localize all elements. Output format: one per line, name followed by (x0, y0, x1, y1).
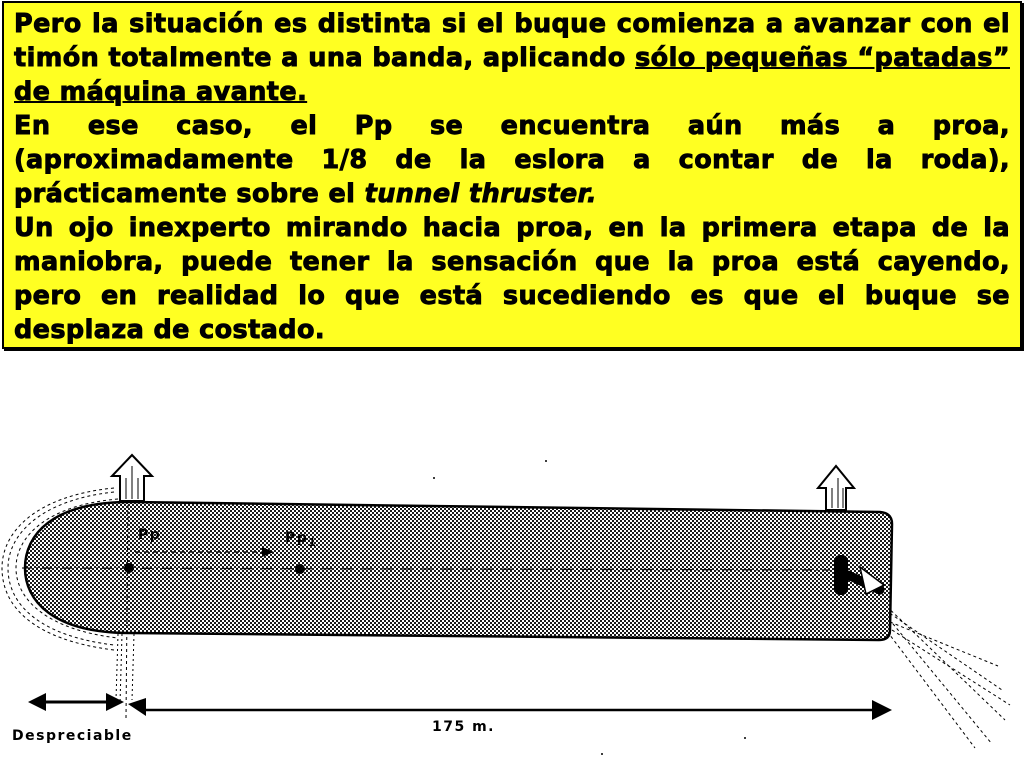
pp-vertical-hatch (116, 634, 134, 704)
paragraph-1-underlined: sólo pequeñas “patadas” de máquina avante. (14, 43, 1010, 107)
ship-diagram (0, 350, 1024, 768)
explanation-text-box (2, 1, 1022, 349)
paragraph-2 (14, 109, 1010, 211)
pivot-point-pp1 (295, 564, 305, 574)
stern-lateral-arrow (818, 466, 854, 510)
pivot-point-pp (124, 563, 134, 573)
length-label: 175 m. (432, 719, 496, 735)
paragraph-1-text: Pero la situación es distinta si el buque comienza a avanzar con el timón totalmente a una banda, aplicando (14, 9, 1010, 73)
ship-hull (25, 502, 892, 640)
pp-label (138, 527, 161, 543)
pp1-label-sub: 1 (308, 536, 318, 549)
negligible-dimension-arrow (28, 693, 124, 711)
paragraph-1 (14, 7, 1010, 109)
pp1-label-main: Pp (285, 530, 309, 546)
negligible-label: Despreciable (12, 728, 133, 744)
paragraph-2-italic: tunnel thruster. (364, 179, 597, 209)
paragraph-3: Un ojo inexperto mirando hacia proa, en la primera etapa de la maniobra, puede tener la sensación que la proa está cayendo, pero en realidad lo que está sucediendo es que el buque se desplaza de costado. (14, 213, 1010, 345)
paragraph-2-text: En ese caso, el Pp se encuentra aún más a proa, (aproximadamente 1/8 de la eslora a contar de la roda), prácticamente sobre el (14, 111, 1010, 209)
length-dimension-arrow (128, 698, 892, 720)
pp1-label (285, 530, 318, 549)
pp-label-text: Pp (138, 527, 162, 543)
